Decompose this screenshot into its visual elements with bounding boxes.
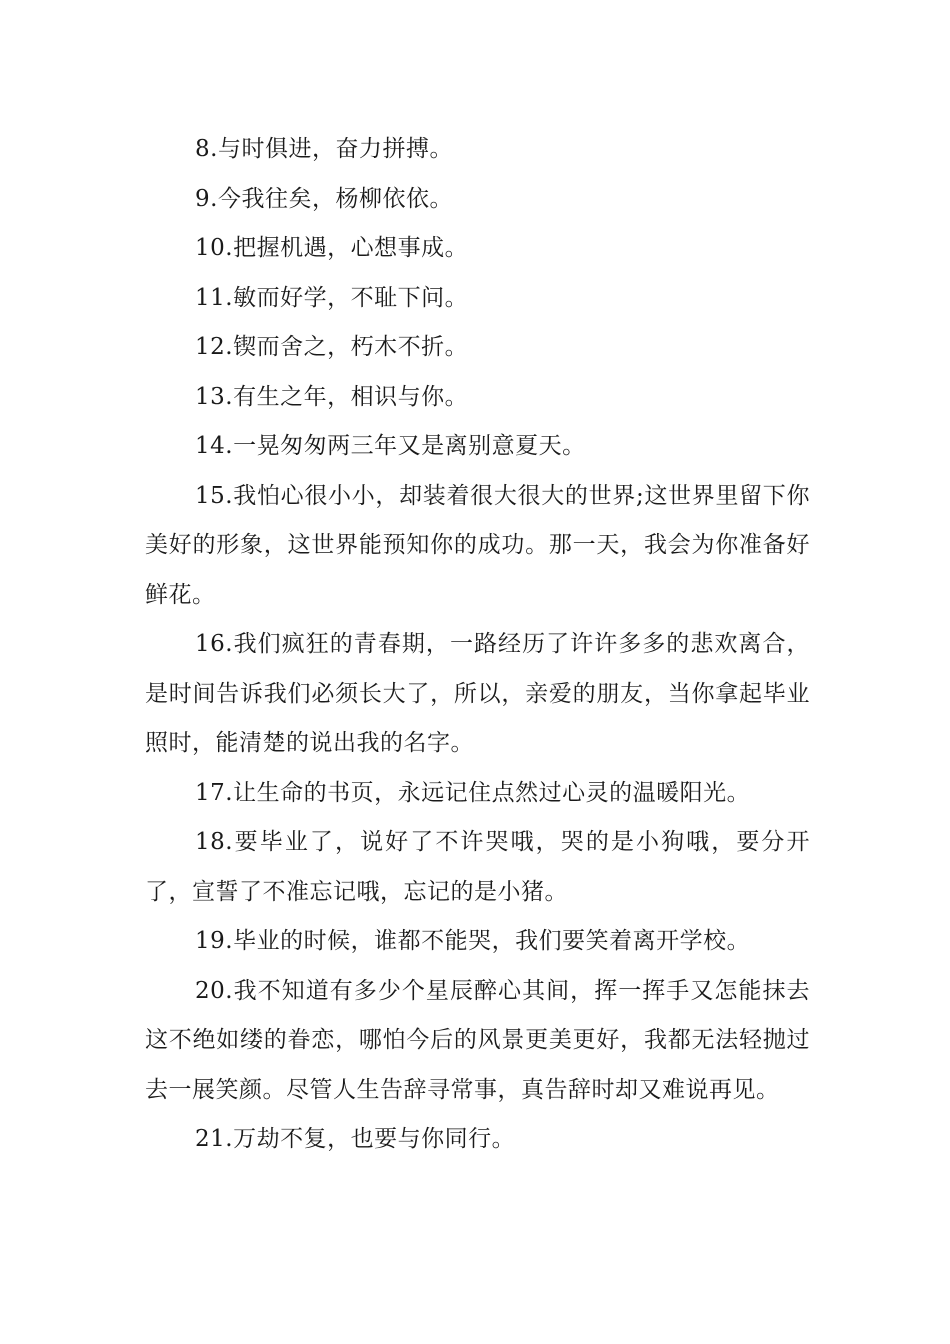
paragraph-14: 14.一晃匆匆两三年又是离别意夏天。 [195, 433, 586, 459]
paragraph-18: 18.要毕业了，说好了不许哭哦，哭的是小狗哦，要分开了，宣誓了不准忘记哦，忘记的是小猪。 [145, 829, 810, 905]
paragraph-10: 10.把握机遇，心想事成。 [195, 235, 469, 261]
paragraph-11: 11.敏而好学，不耻下问。 [195, 284, 469, 311]
paragraph-13: 13.有生之年，相识与你。 [195, 383, 469, 410]
paragraph-15: 15.我怕心很小小，却装着很大很大的世界;这世界里留下你美好的形象，这世界能预知你的成功。那一天，我会为你准备好鲜花。 [145, 482, 810, 608]
document-body [145, 125, 810, 1165]
paragraph-8: 8.与时俱进，奋力拼搏。 [195, 136, 453, 162]
paragraph-21: 21.万劫不复，也要与你同行。 [195, 1126, 516, 1152]
paragraph-12: 12.锲而舍之，朽木不折。 [195, 334, 469, 360]
paragraph-9: 9.今我往矣，杨柳依依。 [195, 185, 453, 212]
paragraph-19: 19.毕业的时候，谁都不能哭，我们要笑着离开学校。 [195, 928, 751, 954]
paragraph-20: 20.我不知道有多少个星辰醉心其间，挥一挥手又怎能抹去这不绝如缕的眷恋，哪怕今后的风景更美更好，我都无法轻抛过去一展笑颜。尽管人生告辞寻常事，真告辞时却又难说再见。 [145, 977, 810, 1103]
paragraph-16: 16.我们疯狂的青春期，一路经历了许许多多的悲欢离合，是时间告诉我们必须长大了，所以，亲爱的朋友，当你拿起毕业照时，能清楚的说出我的名字。 [145, 631, 810, 756]
paragraph-17: 17.让生命的书页，永远记住点然过心灵的温暖阳光。 [195, 779, 751, 806]
